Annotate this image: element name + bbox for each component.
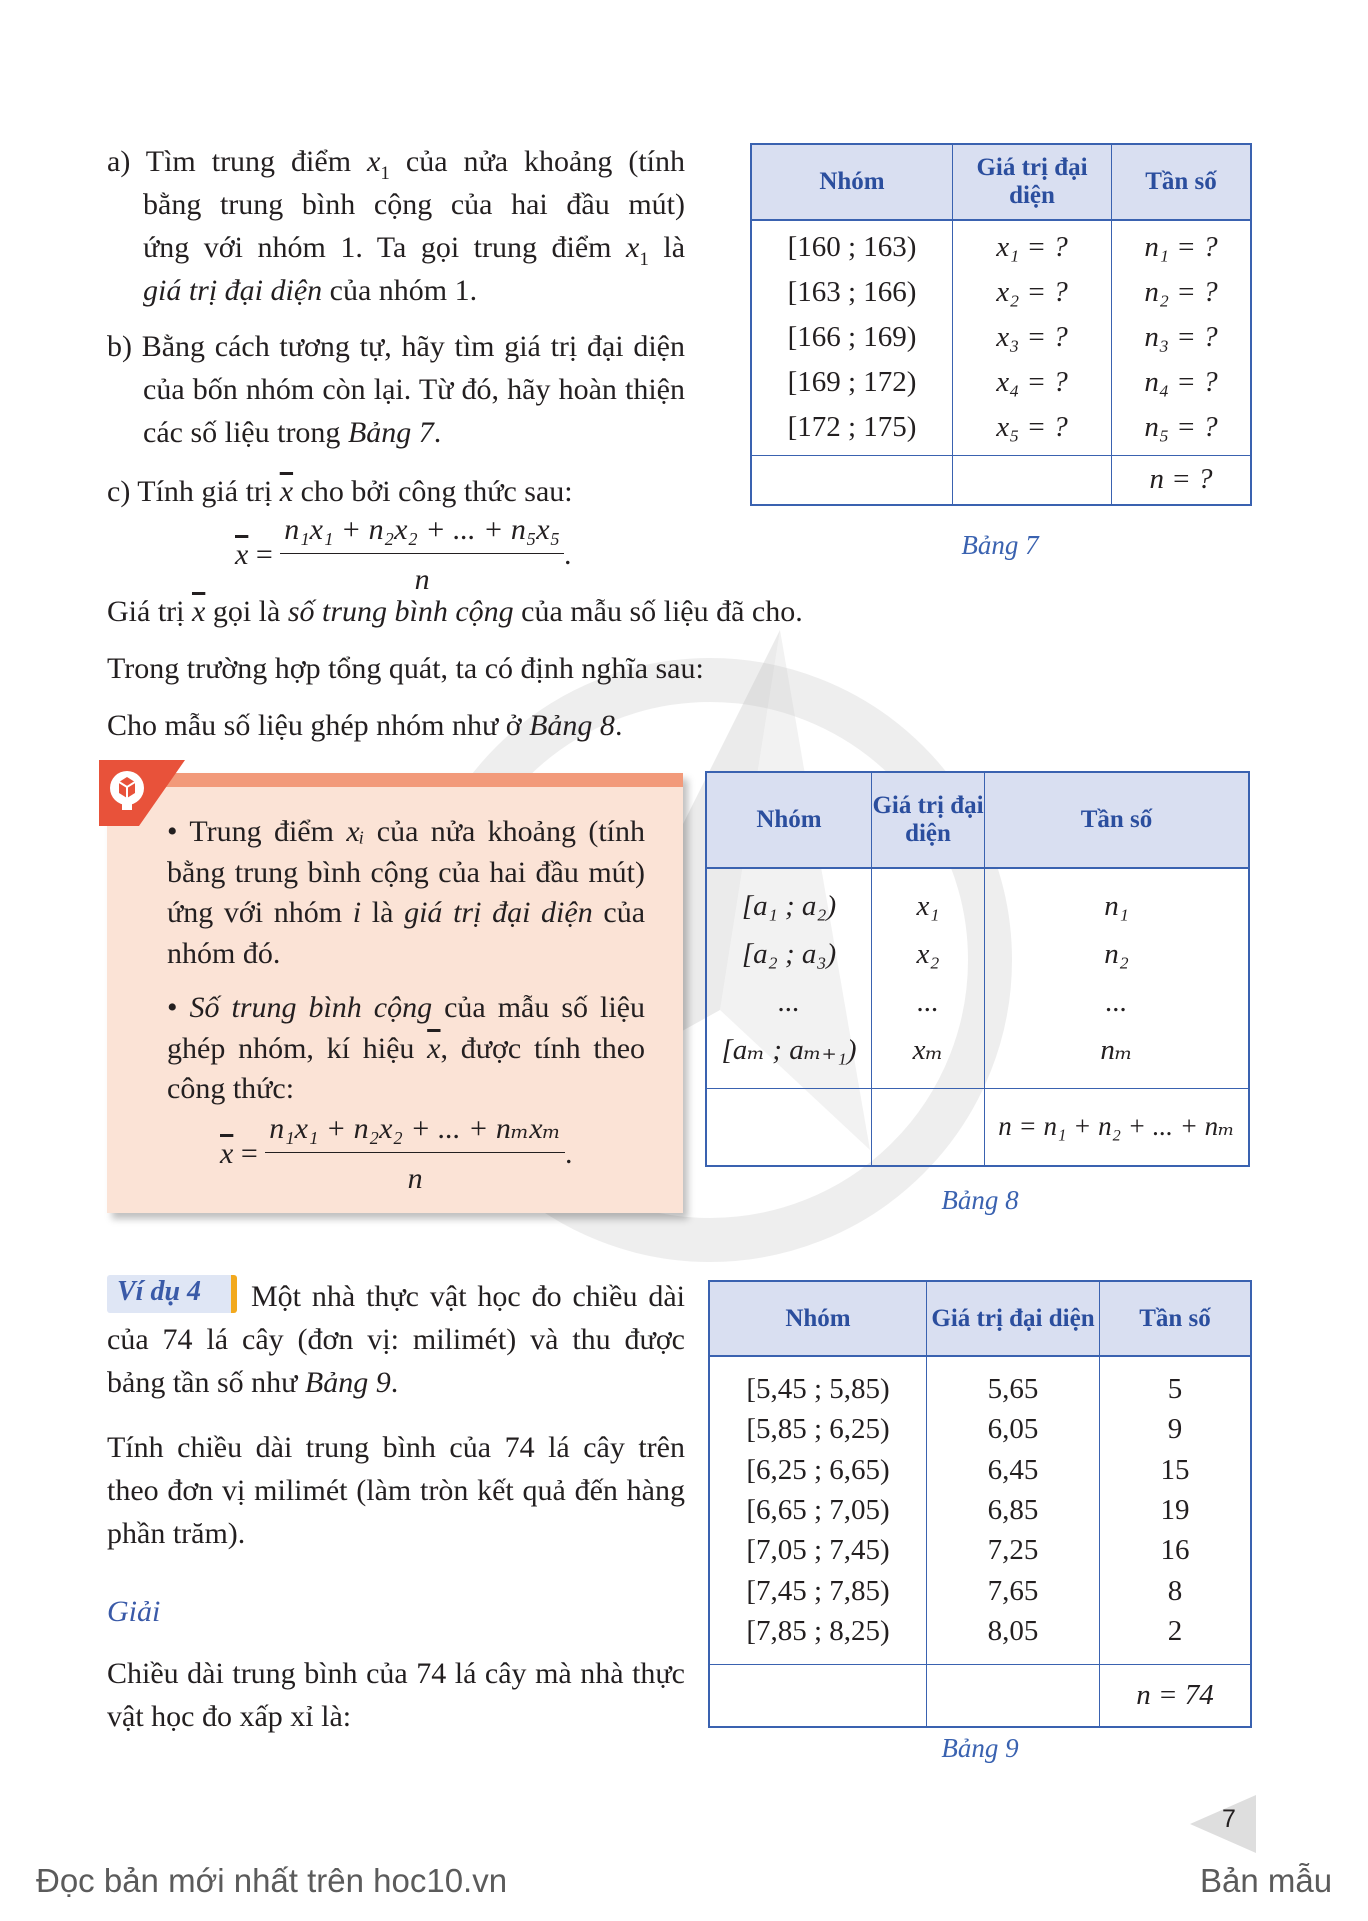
term-representative: giá trị đại diện <box>143 274 323 307</box>
table-8 <box>705 771 1250 1167</box>
para1-post: của mẫu số liệu đã cho. <box>521 595 803 628</box>
fraction <box>265 1107 565 1200</box>
part-c <box>107 470 685 513</box>
page-number: 7 <box>1222 1805 1236 1833</box>
cell-group: [6,25 ; 6,65) <box>746 1453 890 1486</box>
term-mean: số trung bình cộng <box>287 595 514 628</box>
cell-freq: n₂ <box>1104 938 1129 971</box>
fraction <box>280 508 564 601</box>
cell-total <box>1100 1664 1252 1727</box>
cell-rep: x₄ = ? <box>996 366 1068 399</box>
cell-rep: 5,65 <box>987 1372 1039 1405</box>
b1-mid: của nửa khoảng (tính bằng trung bình cộng của hai đầu mút) ứng với nhóm <box>167 815 646 929</box>
var-xbar: $\overline{x}$ <box>220 1137 234 1170</box>
punct: . <box>614 709 623 742</box>
cell-group: [a₂ ; a₃) <box>741 938 837 971</box>
header-freq: Tần số <box>1112 144 1252 220</box>
punct: . <box>433 416 442 449</box>
cell-rep: xₘ <box>912 1034 944 1067</box>
var-xbar: $\overline{x}$ <box>191 595 206 628</box>
table-7 <box>750 143 1252 506</box>
var-x: x <box>626 231 640 264</box>
cell-freq: nₘ <box>1100 1034 1133 1067</box>
header-rep: Giá trị đại diện <box>953 144 1112 220</box>
cell-total-text: n = 74 <box>1136 1678 1214 1711</box>
denominator: n <box>414 563 430 596</box>
b1-pre: • Trung điểm <box>167 815 334 848</box>
example-text2: Tính chiều dài trung bình của 74 lá cây trên theo đơn vị milimét (làm tròn kết quả đến hàng phần trăm). <box>107 1431 685 1550</box>
cell-freq: n₄ = ? <box>1144 366 1218 399</box>
example-text1 <box>107 1275 685 1404</box>
footer-left[interactable]: Đọc bản mới nhất trên hoc10.vn <box>36 1862 508 1899</box>
header-rep: Giá trị đại diện <box>872 772 985 868</box>
bullet: • <box>167 991 178 1024</box>
cell-rep: 6,85 <box>987 1494 1039 1527</box>
b1-post: của nhóm đó. <box>167 896 646 970</box>
term-mean: Số trung bình cộng <box>189 991 433 1024</box>
footer-right: Bản mẫu <box>1200 1862 1333 1899</box>
table-9 <box>708 1280 1252 1728</box>
header-group: Nhóm <box>709 1281 927 1356</box>
var-xi: xᵢ <box>346 815 365 848</box>
cell-group: [5,45 ; 5,85) <box>746 1372 890 1405</box>
term-representative: giá trị đại diện <box>404 896 593 929</box>
para1-pre: Giá trị <box>107 595 185 628</box>
var-x: x <box>367 145 381 178</box>
cell-freq: n₃ = ? <box>1144 321 1218 354</box>
part-a-l2: bằng trung bình cộng của hai đầu mút) <box>143 188 685 221</box>
cell-rep: 6,05 <box>987 1413 1039 1446</box>
part-c-pre: c) Tính giá trị <box>107 475 273 508</box>
sub: 1 <box>639 249 649 270</box>
cell-freq: n₂ = ? <box>1144 276 1218 309</box>
cell-freq: 8 <box>1167 1574 1183 1607</box>
part-c-post: cho bởi công thức sau: <box>300 475 573 508</box>
table8-caption: Bảng 8 <box>941 1185 1019 1215</box>
para1-mid: gọi là <box>212 595 281 628</box>
b1-is: là <box>371 896 394 929</box>
cell-freq: n₁ = ? <box>1144 231 1218 264</box>
header-freq: Tần số <box>1100 1281 1252 1356</box>
cell-group: [7,85 ; 8,25) <box>746 1615 890 1648</box>
ref-table9: Bảng 9 <box>304 1366 391 1399</box>
cell-rep: ... <box>917 986 939 1019</box>
para3 <box>107 704 622 747</box>
cell-group: [163 ; 166) <box>787 276 917 309</box>
formula-c: $\overline{x}$ = $\frac{\text{n₁x₁ + n₂x₂ + ... + n₅x₅}}{n}$ . <box>235 508 572 601</box>
part-a-l1-post: của nửa khoảng (tính <box>405 145 686 178</box>
cell-group: [aₘ ; aₘ₊₁) <box>721 1034 857 1067</box>
cell-rep: 7,65 <box>987 1574 1039 1607</box>
var-xbar: $\overline{x}$ <box>279 475 294 508</box>
cell-total: n = n₁ + n₂ + ... + nₘ <box>985 1088 1250 1166</box>
cell-group: ... <box>778 986 800 1019</box>
definition-bullet-2 <box>167 988 645 1110</box>
sub: 1 <box>380 163 390 184</box>
numerator: n₁x₁ + n₂x₂ + ... + n₅x₅ <box>280 508 564 554</box>
part-b <box>107 325 685 454</box>
cell-total: n = ? <box>1112 455 1252 505</box>
example-text1-body: Một nhà thực vật học đo chiều dài của 74 lá cây (đơn vị: milimét) và thu được bảng tần số như <box>107 1280 685 1399</box>
solution-text: Chiều dài trung bình của 74 lá cây mà nhà thực vật học đo xấp xỉ là: <box>107 1657 685 1733</box>
cell-rep: 6,45 <box>987 1453 1039 1486</box>
cell-freq: 2 <box>1167 1615 1183 1648</box>
header-rep: Giá trị đại diện <box>927 1281 1100 1356</box>
header-group: Nhóm <box>706 772 872 868</box>
part-a-l3-post: là <box>663 231 686 264</box>
para3-pre: Cho mẫu số liệu ghép nhóm như ở <box>107 709 522 742</box>
cell-group: [5,85 ; 6,25) <box>746 1413 890 1446</box>
solution-label: Giải <box>107 1595 161 1628</box>
formula-definition: $\overline{x}$ = $\frac{\text{n₁x₁ + n₂x₂ + ... + nₘxₘ}}{n}$ . <box>220 1107 572 1200</box>
table9-caption: Bảng 9 <box>941 1733 1019 1763</box>
example-tag-label: Ví dụ 4 <box>117 1276 202 1307</box>
ref-table8: Bảng 8 <box>529 709 615 742</box>
definition-bullet-1 <box>167 812 645 974</box>
numerator: n₁x₁ + n₂x₂ + ... + nₘxₘ <box>265 1107 565 1153</box>
part-a-l1: a) Tìm trung điểm <box>107 145 352 178</box>
definition-text <box>167 812 645 1110</box>
cell-rep: 7,25 <box>987 1534 1039 1567</box>
cell-group: [7,05 ; 7,45) <box>746 1534 890 1567</box>
definition-box-bar <box>107 773 683 787</box>
cell-group: [172 ; 175) <box>787 411 917 444</box>
part-a-l3: ứng với nhóm 1. Ta gọi trung điểm <box>143 231 612 264</box>
table7-caption: Bảng 7 <box>961 530 1039 560</box>
var-i: i <box>352 896 362 929</box>
cell-group: [160 ; 163) <box>787 231 917 264</box>
cell-freq: 15 <box>1160 1453 1190 1486</box>
cell-freq: 19 <box>1160 1494 1190 1527</box>
var-xbar: $\overline{x}$ <box>427 1031 441 1065</box>
cell-rep: x₁ <box>916 890 940 923</box>
ref-table7: Bảng 7 <box>347 416 434 449</box>
cell-rep: 8,05 <box>987 1615 1039 1648</box>
cell-group: [a₁ ; a₂) <box>741 890 837 923</box>
para2: Trong trường hợp tổng quát, ta có định nghĩa sau: <box>107 652 704 685</box>
cell-group: [166 ; 169) <box>787 321 917 354</box>
denominator: n <box>407 1162 423 1195</box>
cell-rep: x₂ <box>916 938 940 971</box>
cell-rep: x₅ = ? <box>996 411 1068 444</box>
cell-freq: 5 <box>1167 1372 1183 1405</box>
b2-mid: của mẫu số liệu ghép nhóm, kí hiệu <box>167 991 645 1065</box>
cell-freq: n₅ = ? <box>1144 411 1218 444</box>
header-group: Nhóm <box>751 144 953 220</box>
punct: . <box>390 1366 399 1399</box>
cell-rep: x₃ = ? <box>996 321 1068 354</box>
cell-rep: x₂ = ? <box>996 276 1068 309</box>
cell-freq: 9 <box>1167 1413 1183 1446</box>
var-xbar: $\overline{x}$ <box>235 538 249 571</box>
cell-group: [6,65 ; 7,05) <box>746 1494 890 1527</box>
cell-group: [7,45 ; 7,85) <box>746 1574 890 1607</box>
part-a-l4-post: của nhóm 1. <box>329 274 478 307</box>
cell-group: [169 ; 172) <box>787 366 917 399</box>
header-freq: Tần số <box>985 772 1250 868</box>
cell-rep: x₁ = ? <box>996 231 1068 264</box>
part-a <box>107 140 685 312</box>
cell-freq: ... <box>1105 986 1128 1019</box>
cell-freq: 16 <box>1160 1534 1190 1567</box>
b2-post: , được tính theo công thức: <box>167 1031 646 1105</box>
cell-freq: n₁ <box>1104 890 1129 923</box>
part-b-text: b) Bằng cách tương tự, hãy tìm giá trị đại diện của bốn nhóm còn lại. Từ đó, hãy hoàn thiện các số liệu trong <box>107 330 685 449</box>
para1 <box>107 590 803 633</box>
